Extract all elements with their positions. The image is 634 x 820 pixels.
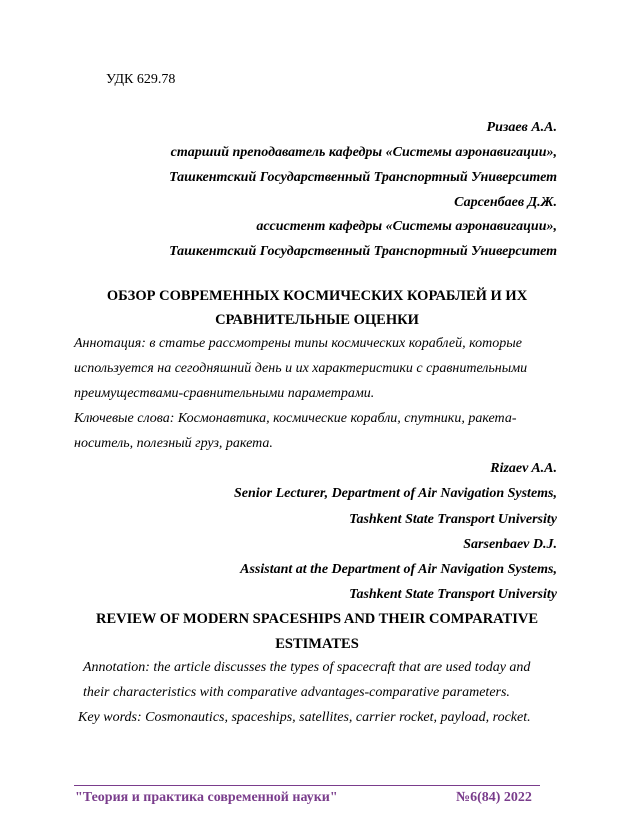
abstract-ru-line-3: преимуществами-сравнительными параметрами.	[74, 386, 375, 401]
author-ru-1-affiliation: Ташкентский Государственный Транспортный Университет	[169, 170, 557, 185]
author-en-1-name: Rizaev A.A.	[490, 461, 557, 476]
title-ru-line-2: СРАВНИТЕЛЬНЫЕ ОЦЕНКИ	[215, 312, 419, 328]
author-en-2-affiliation: Tashkent State Transport University	[349, 587, 557, 602]
author-ru-2-name: Сарсенбаев Д.Ж.	[454, 195, 557, 210]
udk-code: УДК 629.78	[106, 72, 176, 87]
abstract-en-line-1: Annotation: the article discusses the types of spacecraft that are used today and	[83, 660, 531, 675]
author-ru-1-position: старший преподаватель кафедры «Системы аэронавигации»,	[170, 145, 557, 160]
author-en-1-affiliation: Tashkent State Transport University	[349, 512, 557, 527]
author-en-1-position: Senior Lecturer, Department of Air Navigation Systems,	[233, 486, 557, 501]
title-en-line-1: REVIEW OF MODERN SPACESHIPS AND THEIR COMPARATIVE	[95, 611, 539, 627]
footer-journal-name: "Теория и практика современной науки"	[75, 790, 338, 805]
title-en-line-2: ESTIMATES	[275, 636, 359, 652]
title-ru-line-1: ОБЗОР СОВРЕМЕННЫХ КОСМИЧЕСКИХ КОРАБЛЕЙ И ИХ	[106, 288, 528, 304]
abstract-ru-line-1: Аннотация: в статье рассмотрены типы космических кораблей, которые	[74, 336, 522, 351]
author-en-2-position: Assistant at the Department of Air Navigation Systems,	[240, 562, 557, 577]
keywords-en: Key words: Cosmonautics, spaceships, satellites, carrier rocket, payload, rocket.	[78, 710, 531, 725]
abstract-ru-line-2: используется на сегодняшний день и их характеристики с сравнительными	[74, 361, 528, 376]
keywords-ru-line-1: Ключевые слова: Космонавтика, космические корабли, спутники, ракета-	[74, 411, 517, 426]
author-en-2-name: Sarsenbaev D.J.	[463, 537, 557, 552]
abstract-en-line-2: their characteristics with comparative advantages-comparative parameters.	[83, 685, 510, 700]
footer-rule	[74, 785, 540, 786]
author-ru-1-name: Ризаев А.А.	[486, 120, 557, 135]
footer-issue: №6(84) 2022	[456, 790, 532, 805]
author-ru-2-position: ассистент кафедры «Системы аэронавигации»,	[256, 219, 557, 234]
author-ru-2-affiliation: Ташкентский Государственный Транспортный Университет	[169, 244, 557, 259]
keywords-ru-line-2: носитель, полезный груз, ракета.	[74, 436, 273, 451]
